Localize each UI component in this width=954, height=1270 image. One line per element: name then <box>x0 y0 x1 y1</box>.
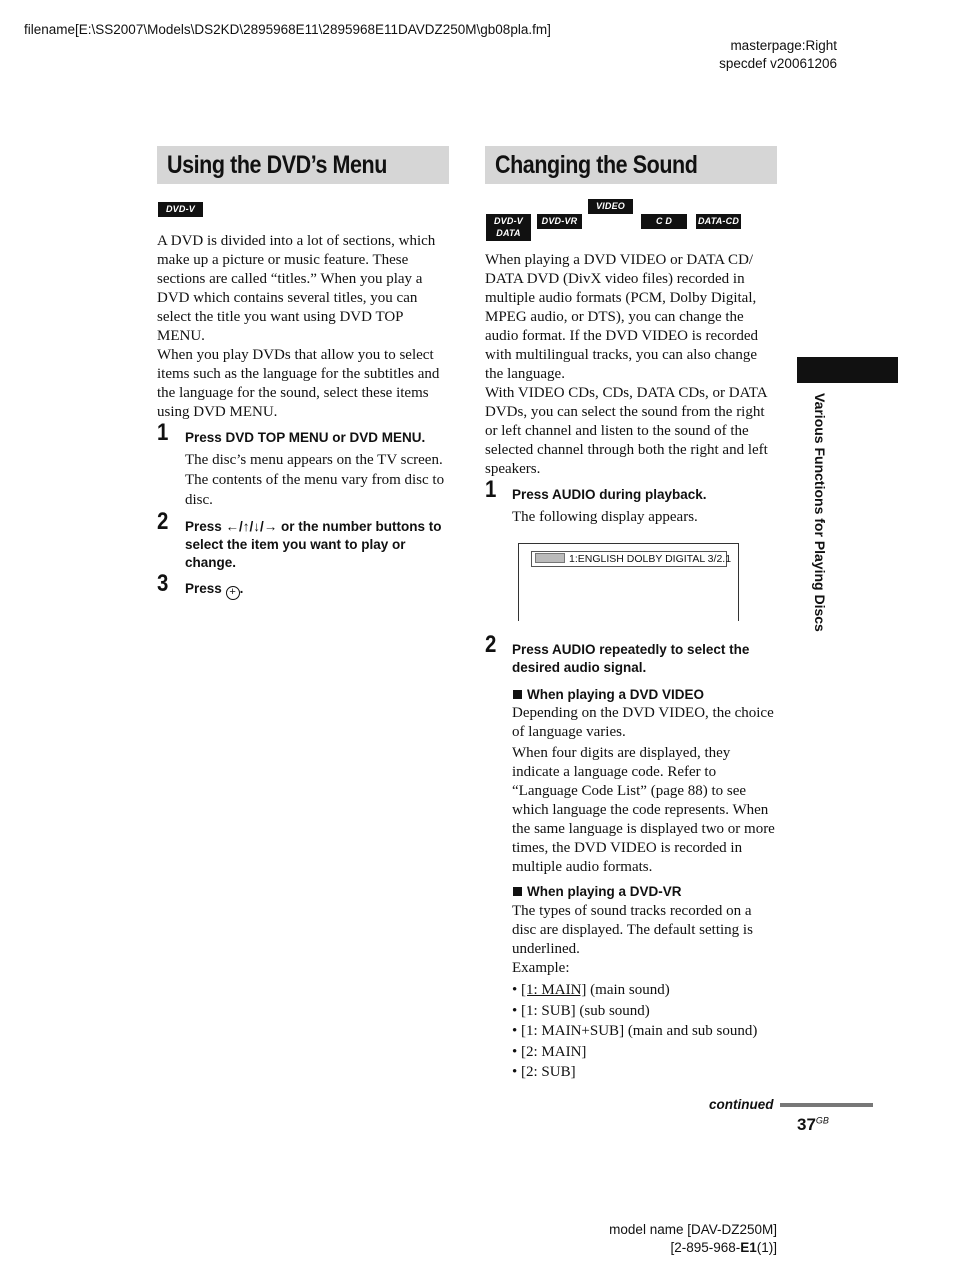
list-item <box>512 1001 777 1022</box>
step-title-2: Press AUDIO repeatedly to select the desired audio signal. <box>512 642 750 675</box>
sound-intro-paragraph-2: With VIDEO CDs, CDs, DATA CDs, or DATA DVDs, you can select the sound from the right or left channel and listen to the sound of the selected channel through both the right and left speakers. <box>485 385 768 477</box>
step-title-1: Press DVD TOP MENU or DVD MENU. <box>185 430 426 445</box>
section-title-changing-sound <box>485 146 777 184</box>
dvd-vr-example-label: Example: <box>512 960 570 976</box>
disc-badge-data-dvd: DATA DVD <box>486 226 531 241</box>
list-item <box>512 1062 777 1083</box>
model-code-part-2: E1 <box>740 1240 757 1255</box>
subheading-text: When playing a DVD-VR <box>527 884 682 899</box>
intro-paragraph-1: A DVD is divided into a lot of sections, which make up a picture or music feature. These sections are called “titles.” When you play a DVD which contains several titles, you can select the title you want using DVD TOP MENU. <box>157 233 436 344</box>
step-body-1-line-2: The contents of the menu vary from disc to disc. <box>185 472 445 508</box>
list-item-code: [2: SUB] <box>521 1064 576 1080</box>
step-number-1: 1 <box>157 419 169 446</box>
disc-icon <box>535 553 565 563</box>
intro-paragraph-2: When you play DVDs that allow you to select items such as the language for the subtitles and the language for the sound, select these items using DVD MENU. <box>157 347 440 420</box>
subheading-dvd-video <box>513 687 704 702</box>
disc-badge-cd: C D <box>641 214 687 229</box>
list-item-desc: (main and sub sound) <box>624 1023 758 1039</box>
audio-display-line <box>531 551 732 567</box>
disc-badge-row <box>486 199 776 229</box>
page-number <box>797 1115 829 1135</box>
list-item-code: [1: MAIN+SUB] <box>521 1023 625 1039</box>
disc-badge-dvd-v: DVD-V <box>158 202 203 217</box>
list-item-code: [1: SUB] <box>521 1002 576 1019</box>
audio-display-text: 1:ENGLISH DOLBY DIGITAL 3/2.1 <box>569 553 732 565</box>
square-bullet-icon <box>513 887 522 896</box>
subheading-dvd-vr <box>513 884 682 899</box>
step-title-3-end: . <box>239 581 244 596</box>
disc-badge-dvd-v: DVD-V <box>486 214 531 229</box>
list-item <box>512 1021 777 1042</box>
section-title-text: Using the DVD’s Menu <box>167 151 387 179</box>
enter-icon: + <box>226 586 240 600</box>
disc-badge-video-cd: VIDEO CD <box>588 199 633 214</box>
list-item <box>512 1042 777 1063</box>
sound-intro-text <box>485 251 776 479</box>
continued-rule <box>780 1103 873 1107</box>
model-code-part-3: (1)] <box>756 1240 777 1255</box>
list-item-code: [2: MAIN] <box>521 1043 587 1060</box>
list-item <box>512 980 777 1001</box>
side-tab-marker <box>797 357 898 383</box>
list-item-desc: (main sound) <box>586 982 670 998</box>
dvd-video-paragraph-1: Depending on the DVD VIDEO, the choice of language varies. <box>512 705 774 740</box>
page-number-value: 37 <box>797 1115 816 1134</box>
filename-header: filename[E:\SS2007\Models\DS2KD\2895968E11\2895968E11DAVDZ250M\gb08pla.fm] <box>24 22 551 37</box>
disc-badge-row <box>158 199 203 217</box>
sound-intro-paragraph-1: When playing a DVD VIDEO or DATA CD/ DATA DVD (DivX video files) recorded in multiple audio formats (PCM, Dolby Digital, MPEG audio, or DTS), you can change the audio format. If the DVD VIDEO is recorded with multilingual tracks, you can also change the language. <box>485 252 758 382</box>
dvd-video-paragraph-2: When four digits are displayed, they indicate a language code. Refer to “Language Code List” (page 88) to see which language the code represents. When the same language is displayed two or more times, the DVD VIDEO is recorded in multiple audio formats. <box>512 745 775 875</box>
dvd-vr-text <box>512 902 777 978</box>
step-title-1: Press AUDIO during playback. <box>512 487 707 502</box>
side-tab-text: Various Functions for Playing Discs <box>812 393 828 632</box>
dvd-vr-paragraph-1: The types of sound tracks recorded on a disc are displayed. The default setting is underlined. <box>512 903 753 957</box>
step-number-2: 2 <box>157 508 169 535</box>
step-body-1 <box>185 450 453 510</box>
disc-badge-dvd-vr: DVD-VR <box>537 214 582 229</box>
model-info <box>609 1221 777 1257</box>
step-number-2: 2 <box>485 631 497 658</box>
dvd-video-text <box>512 704 777 877</box>
step-number-1: 1 <box>485 476 497 503</box>
list-item-desc: (sub sound) <box>575 1002 650 1019</box>
square-bullet-icon <box>513 690 522 699</box>
model-code-part-1: [2-895-968- <box>670 1240 741 1255</box>
subheading-text: When playing a DVD VIDEO <box>527 687 705 702</box>
masterpage-label: masterpage:Right <box>730 38 837 53</box>
model-code <box>609 1239 777 1257</box>
list-item-code: [1: MAIN] <box>521 982 587 998</box>
section-title-dvd-menu <box>157 146 449 184</box>
page-number-suffix: GB <box>815 1115 829 1126</box>
step-title-2: Press ←/↑/↓/→ or the number buttons to select the item you want to play or change. <box>185 519 442 570</box>
step-title-3 <box>185 580 243 600</box>
model-name: model name [DAV-DZ250M] <box>609 1222 777 1237</box>
specdef-label: specdef v20061206 <box>719 56 837 71</box>
continued-label: continued <box>709 1097 774 1112</box>
section-title-text: Changing the Sound <box>495 151 698 179</box>
step-number-3: 3 <box>157 570 169 597</box>
side-tab-label <box>812 393 832 673</box>
on-screen-display <box>518 543 739 621</box>
masterpage-info <box>719 37 837 73</box>
sound-track-list <box>512 980 777 1083</box>
step-body-1: The following display appears. <box>512 509 698 525</box>
intro-text <box>157 232 452 422</box>
step-title-3-text: Press <box>185 581 222 596</box>
step-body-1-line-1: The disc’s menu appears on the TV screen. <box>185 452 443 468</box>
disc-badge-data-cd: DATA-CD <box>696 214 741 229</box>
